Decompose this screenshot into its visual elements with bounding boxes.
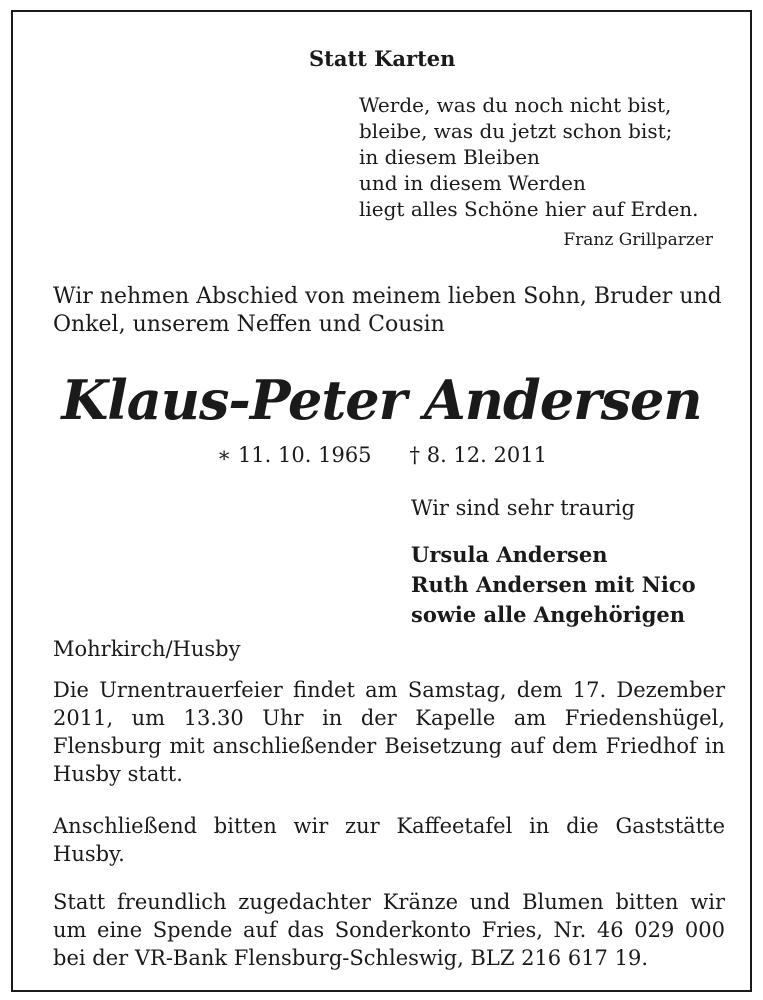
mourner-name: sowie alle Angehörigen xyxy=(411,602,686,627)
notice-header: Statt Karten xyxy=(309,46,456,71)
poem-line: liegt alles Schöne hier auf Erden. xyxy=(359,197,699,221)
mourner-name: Ruth Andersen mit Nico xyxy=(411,572,696,597)
poem-line: bleibe, was du jetzt schon bist; xyxy=(359,119,673,143)
birth-date: ∗ 11. 10. 1965 xyxy=(217,443,372,467)
poem-line: Werde, was du noch nicht bist, xyxy=(359,93,672,117)
place-line: Mohrkirch/Husby xyxy=(53,637,241,661)
poem-author: Franz Grillparzer xyxy=(563,230,713,250)
donation-paragraph: Statt freundlich zugedachter Kränze und Blumen bitten wir um eine Spende auf das Sonderkonto Fries, Nr. 46 029 000 bei der VR-Bank Flensburg-Schleswig, BLZ 216 617 19. xyxy=(53,890,725,970)
deceased-name: Klaus-Peter Andersen xyxy=(61,368,702,432)
poem-line: und in diesem Werden xyxy=(359,171,586,195)
poem-line: in diesem Bleiben xyxy=(359,145,540,169)
mourners-list xyxy=(411,540,696,630)
life-dates xyxy=(217,443,547,467)
obituary-notice xyxy=(11,10,752,992)
poem xyxy=(359,92,699,222)
intro-text: Wir nehmen Abschied von meinem lieben Sohn, Bruder und Onkel, unserem Neffen und Cousin xyxy=(53,284,722,337)
death-date: † 8. 12. 2011 xyxy=(409,443,547,467)
ceremony-paragraph: Die Urnentrauerfeier findet am Samstag, dem 17. Dezember 2011, um 13.30 Uhr in der Kapelle am Friedenshügel, Flensburg mit anschließender Beisetzung auf dem Friedhof in Husby statt. xyxy=(53,678,725,786)
mourning-line: Wir sind sehr traurig xyxy=(411,496,635,520)
mourner-name: Ursula Andersen xyxy=(411,542,608,567)
reception-paragraph: Anschließend bitten wir zur Kaffeetafel in die Gaststätte Husby. xyxy=(53,814,725,866)
